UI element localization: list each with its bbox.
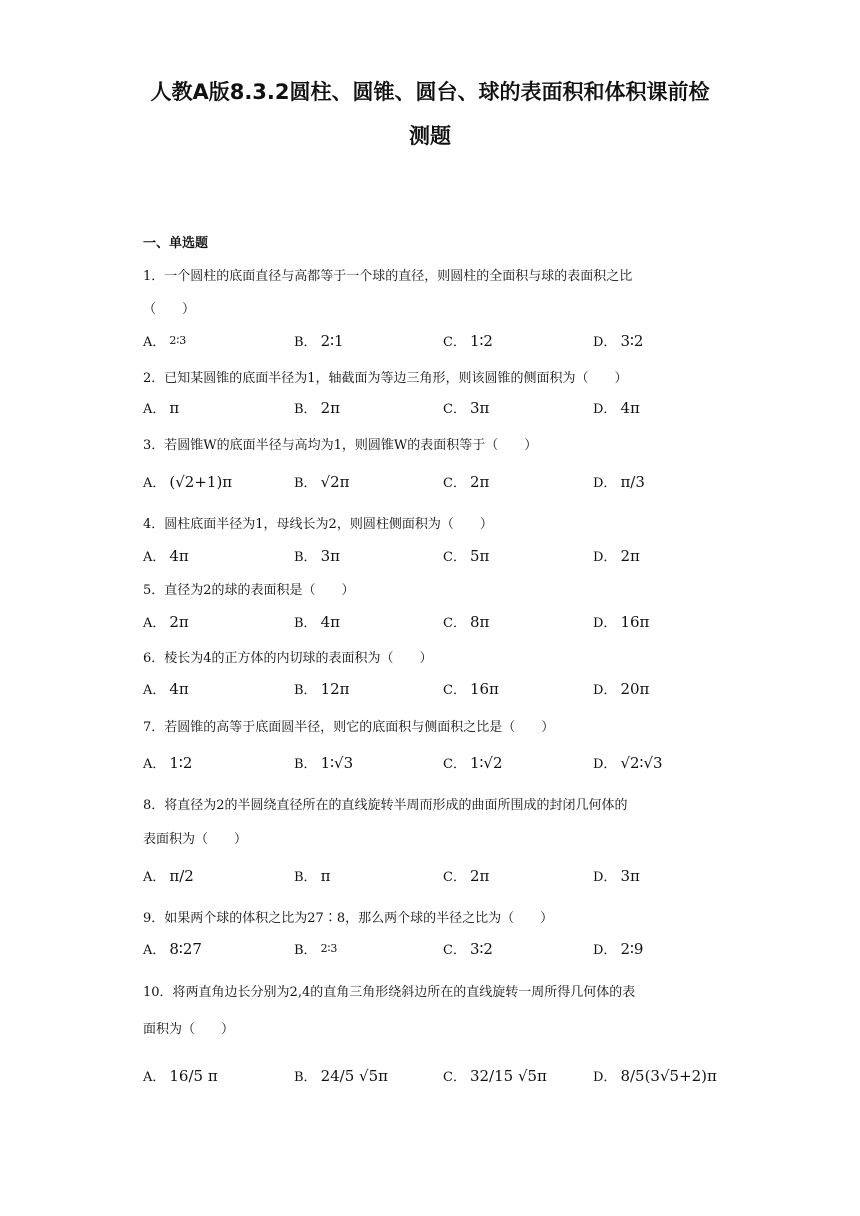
question-9-option-d[interactable]: [593, 939, 643, 958]
option-label: A．: [143, 1070, 166, 1085]
question-8-option-b[interactable]: [294, 866, 330, 885]
option-value: 5π: [469, 546, 490, 565]
section-heading: 一、单选题: [143, 236, 209, 251]
question-10-text-line-1: 10．将两直角边长分别为2,4的直角三角形绕斜边所在的直线旋转一周所得几何体的表: [143, 985, 636, 1000]
option-label: A．: [143, 335, 166, 350]
option-label: A．: [143, 616, 166, 631]
option-label: A．: [143, 550, 166, 565]
option-value: 3π: [620, 866, 640, 885]
option-value: π/3: [620, 472, 645, 491]
option-label: B．: [294, 476, 317, 491]
option-value: 8/5(3√5+2)π: [620, 1066, 717, 1085]
option-label: C．: [443, 616, 466, 631]
option-label: B．: [294, 683, 317, 698]
option-label: B．: [294, 550, 317, 565]
question-5-text-line-1: 5．直径为2的球的表面积是（ ）: [143, 583, 355, 598]
question-9-option-c[interactable]: [443, 939, 493, 958]
question-6-text-line-1: 6．棱长为4的正方体的内切球的表面积为（ ）: [143, 651, 433, 666]
question-9-text-line-1: 9．如果两个球的体积之比为27∶8，那么两个球的半径之比为（ ）: [143, 911, 554, 926]
doc-title-line1: 人教A版8.3.2圆柱、圆锥、圆台、球的表面积和体积课前检: [150, 80, 710, 104]
option-value: 2∶3: [320, 942, 338, 955]
option-label: D．: [593, 616, 617, 631]
option-label: D．: [593, 335, 617, 350]
question-3-text-line-1: 3．若圆锥W的底面半径与高均为1，则圆锥W的表面积等于（ ）: [143, 438, 538, 453]
question-2-option-d[interactable]: [593, 398, 640, 417]
option-value: 32/15 √5π: [469, 1066, 547, 1085]
option-label: D．: [593, 550, 617, 565]
question-1-option-b[interactable]: [294, 331, 344, 350]
option-value: 4π: [169, 546, 189, 565]
option-label: B．: [294, 616, 317, 631]
question-8-option-d[interactable]: [593, 866, 640, 885]
option-value: π: [169, 398, 180, 417]
option-value: 16π: [469, 679, 499, 698]
option-label: C．: [443, 550, 466, 565]
question-3-option-b[interactable]: [294, 472, 350, 491]
question-5-option-b[interactable]: [294, 612, 340, 631]
option-label: B．: [294, 757, 317, 772]
question-4-option-d[interactable]: [593, 546, 640, 565]
question-7-option-a[interactable]: [143, 753, 192, 772]
option-value: 20π: [620, 679, 650, 698]
option-value: 4π: [169, 679, 189, 698]
option-value: 3∶2: [469, 939, 493, 958]
option-value: 2π: [469, 866, 490, 885]
option-value: √2π: [320, 472, 350, 491]
option-value: 12π: [320, 679, 350, 698]
question-10-option-c[interactable]: [443, 1066, 547, 1085]
option-value: π: [320, 866, 331, 885]
option-value: 2∶3: [169, 334, 187, 347]
option-value: 3π: [469, 398, 490, 417]
option-value: π/2: [169, 866, 194, 885]
option-label: D．: [593, 402, 617, 417]
question-9-option-b[interactable]: [294, 939, 337, 958]
option-label: A．: [143, 683, 166, 698]
question-8-option-c[interactable]: [443, 866, 489, 885]
question-1-text-line-2: （ ）: [143, 302, 196, 317]
question-9-option-a[interactable]: [143, 939, 202, 958]
question-5-option-c[interactable]: [443, 612, 489, 631]
option-value: 24/5 √5π: [320, 1066, 388, 1085]
option-value: 2π: [169, 612, 189, 631]
option-value: 3π: [320, 546, 340, 565]
question-1-option-c[interactable]: [443, 331, 493, 350]
option-label: B．: [294, 1070, 317, 1085]
question-10-option-d[interactable]: [593, 1066, 717, 1085]
option-label: B．: [294, 335, 317, 350]
option-value: 1∶2: [469, 331, 493, 350]
option-label: B．: [294, 870, 317, 885]
option-label: D．: [593, 943, 617, 958]
option-value: (√2+1)π: [169, 472, 233, 491]
question-10-option-b[interactable]: [294, 1066, 388, 1085]
option-label: B．: [294, 943, 317, 958]
question-4-option-b[interactable]: [294, 546, 340, 565]
doc-title-line2: 测题: [409, 124, 451, 148]
option-value: 1∶2: [169, 753, 193, 772]
option-value: 16/5 π: [169, 1066, 218, 1085]
question-3-option-d[interactable]: [593, 472, 645, 491]
option-label: A．: [143, 870, 166, 885]
option-value: 8∶27: [169, 939, 202, 958]
question-7-option-d[interactable]: [593, 753, 663, 772]
question-8-text-line-2: 表面积为（ ）: [143, 832, 248, 847]
question-1-text-line-1: 1．一个圆柱的底面直径与高都等于一个球的直径，则圆柱的全面积与球的表面积之比: [143, 269, 633, 284]
option-value: 2∶9: [620, 939, 644, 958]
option-label: C．: [443, 870, 466, 885]
option-value: 2π: [620, 546, 640, 565]
question-6-option-a[interactable]: [143, 679, 189, 698]
question-1-option-a[interactable]: [143, 331, 186, 350]
option-value: 16π: [620, 612, 650, 631]
option-label: D．: [593, 757, 617, 772]
question-4-text-line-1: 4．圆柱底面半径为1，母线长为2，则圆柱侧面积为（ ）: [143, 517, 493, 532]
question-6-option-b[interactable]: [294, 679, 350, 698]
option-label: C．: [443, 943, 466, 958]
option-value: 1∶√3: [320, 753, 354, 772]
question-6-option-d[interactable]: [593, 679, 649, 698]
question-10-option-a[interactable]: [143, 1066, 218, 1085]
question-1-option-d[interactable]: [593, 331, 643, 350]
question-2-option-a[interactable]: [143, 398, 179, 417]
option-label: A．: [143, 476, 166, 491]
option-label: C．: [443, 402, 466, 417]
option-label: A．: [143, 757, 166, 772]
option-label: C．: [443, 335, 466, 350]
option-label: C．: [443, 757, 466, 772]
question-2-text-line-1: 2．已知某圆锥的底面半径为1，轴截面为等边三角形，则该圆锥的侧面积为（ ）: [143, 371, 628, 386]
option-value: 2∶1: [320, 331, 344, 350]
option-label: C．: [443, 683, 466, 698]
question-3-option-c[interactable]: [443, 472, 489, 491]
question-5-option-a[interactable]: [143, 612, 189, 631]
question-2-option-c[interactable]: [443, 398, 489, 417]
option-value: √2∶√3: [620, 753, 663, 772]
option-label: C．: [443, 1070, 466, 1085]
question-7-option-c[interactable]: [443, 753, 503, 772]
option-label: D．: [593, 870, 617, 885]
question-5-option-d[interactable]: [593, 612, 649, 631]
option-value: 2π: [469, 472, 490, 491]
question-3-option-a[interactable]: [143, 472, 232, 491]
question-2-option-b[interactable]: [294, 398, 340, 417]
option-label: B．: [294, 402, 317, 417]
question-7-option-b[interactable]: [294, 753, 353, 772]
question-7-text-line-1: 7．若圆锥的高等于底面圆半径，则它的底面积与侧面积之比是（ ）: [143, 720, 555, 735]
option-label: D．: [593, 1070, 617, 1085]
option-label: A．: [143, 402, 166, 417]
option-value: 3∶2: [620, 331, 644, 350]
question-6-option-c[interactable]: [443, 679, 499, 698]
option-label: D．: [593, 476, 617, 491]
option-value: 8π: [469, 612, 490, 631]
option-label: C．: [443, 476, 466, 491]
option-label: A．: [143, 943, 166, 958]
option-label: D．: [593, 683, 617, 698]
option-value: 4π: [320, 612, 340, 631]
question-8-option-a[interactable]: [143, 866, 194, 885]
option-value: 1∶√2: [469, 753, 503, 772]
question-8-text-line-1: 8．将直径为2的半圆绕直径所在的直线旋转半周而形成的曲面所围成的封闭几何体的: [143, 798, 628, 813]
question-10-text-line-2: 面积为（ ）: [143, 1022, 235, 1037]
question-4-option-c[interactable]: [443, 546, 489, 565]
question-4-option-a[interactable]: [143, 546, 189, 565]
option-value: 4π: [620, 398, 640, 417]
option-value: 2π: [320, 398, 340, 417]
